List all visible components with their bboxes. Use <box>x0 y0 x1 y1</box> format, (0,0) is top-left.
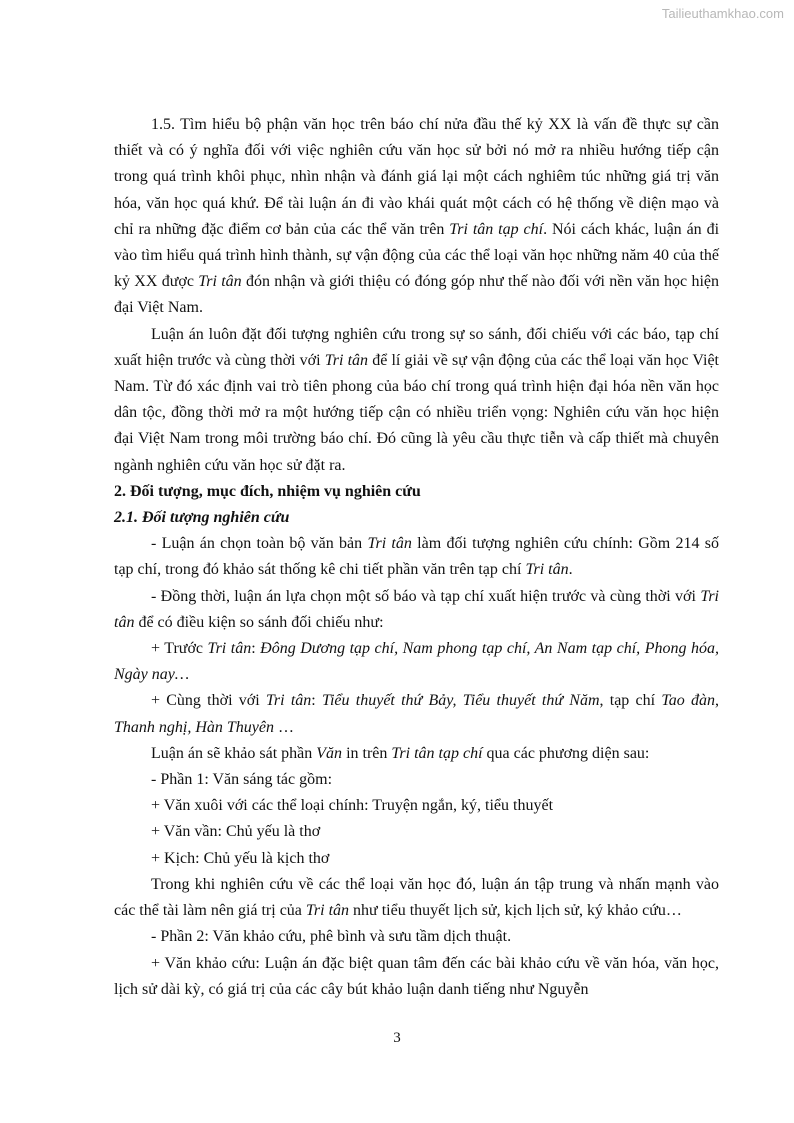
text-run: như tiểu thuyết lịch sử, kịch lịch sử, ký khảo cứu… <box>349 902 682 920</box>
paragraph <box>114 924 719 950</box>
text-run: - Đồng thời, luận án lựa chọn một số báo và tạp chí xuất hiện trước và cùng thời với <box>151 587 701 605</box>
text-run: + Trước <box>151 640 208 658</box>
italic-text: Tri tân <box>324 351 369 369</box>
paragraph <box>114 819 719 845</box>
italic-text: Tri tân tạp chí <box>449 220 544 238</box>
text-run: - Phần 2: Văn khảo cứu, phê bình và sưu tầm dịch thuật. <box>151 928 512 946</box>
text-run: để lí giải về sự vận động của các thể loại văn học Việt Nam. Từ đó xác định vai trò tiên phong của báo chí trong quá trình hiện đại hóa nền văn học dân tộc, đồng thời mở ra một hướng tiếp cận có nhiều triển vọng: Nghiên cứu văn học hiện đại Việt Nam trong môi trường báo chí. Đó cũng là yêu cầu thực tiễn và cấp thiết mà chuyên ngành nghiên cứu văn học sử đặt ra. <box>114 351 720 474</box>
paragraph <box>114 767 719 793</box>
text-run: Luận án luôn đặt đối tượng nghiên cứu trong sự so sánh, đối chiếu với các báo, tạp chí xuất hiện trước và cùng thời với <box>114 325 719 369</box>
paragraph <box>114 846 719 872</box>
text-run: . <box>568 561 573 579</box>
italic-text: Tri tân <box>207 640 252 658</box>
italic-text: Tri tân <box>114 587 719 631</box>
italic-text: Thanh nghị, Hàn Thuyên <box>114 718 274 736</box>
italic-text: Tri tân <box>265 692 312 710</box>
italic-text: Tri tân <box>525 561 569 579</box>
italic-text: Tri tân <box>305 902 350 920</box>
text-run: Trong khi nghiên cứu về các thể loại văn học đó, luận án tập trung và nhấn mạnh vào các thể tài làm nên giá trị của <box>114 875 719 920</box>
text-run: qua các phương diện sau: <box>482 744 650 762</box>
paragraph <box>114 636 719 688</box>
watermark: Tailieuthamkhao.com <box>661 6 784 21</box>
paragraph <box>114 112 719 322</box>
text-run: , tạp chí <box>599 692 662 710</box>
section-heading <box>114 479 719 505</box>
document-body <box>114 112 719 1003</box>
text-run: , <box>715 692 719 710</box>
paragraph <box>114 531 719 583</box>
text-run: + Văn khảo cứu: Luận án đặc biệt quan tâm đến các bài khảo cứu về văn hóa, văn học, lịch sử dài kỳ, có giá trị của các cây bút khảo luận danh tiếng như Nguyễn <box>114 954 719 998</box>
italic-text: Tao đàn <box>661 692 715 710</box>
text-run: . Nói cách khác, luận án đi vào tìm hiểu quá trình hình thành, sự vận động của các thể loại văn học những năm 40 của thế kỷ XX được <box>114 220 720 291</box>
text-run: Luận án sẽ khảo sát phần <box>151 744 317 762</box>
italic-text: Tri tân <box>198 273 242 291</box>
text-run: in trên <box>342 744 392 762</box>
text-run: 2. Đối tượng, mục đích, nhiệm vụ nghiên cứu <box>114 482 421 500</box>
text-run: + Văn vần: Chủ yếu là thơ <box>151 823 321 841</box>
text-run: + Văn xuôi với các thể loại chính: Truyện ngắn, ký, tiểu thuyết <box>151 797 554 815</box>
italic-text: Đông Dương tạp chí, Nam phong tạp chí, An Nam tạp chí, Phong hóa, Ngày nay… <box>114 640 719 684</box>
text-run: đón nhận và giới thiệu có đóng góp như thế nào đối với nền văn học hiện đại Việt Nam. <box>114 273 719 317</box>
text-run: + Kịch: Chủ yếu là kịch thơ <box>151 849 330 867</box>
paragraph <box>114 584 719 636</box>
text-run: để có điều kiện so sánh đối chiếu như: <box>134 613 384 631</box>
text-run: làm đối tượng nghiên cứu chính: Gồm 214 số tạp chí, trong đó khảo sát thống kê chi tiết phần văn trên tạp chí <box>114 535 720 579</box>
paragraph <box>114 872 719 924</box>
paragraph <box>114 688 719 740</box>
paragraph <box>114 951 719 1003</box>
text-run: + Cùng thời với <box>151 692 266 710</box>
subsection-heading <box>114 505 719 531</box>
italic-text: Tiểu thuyết thứ Bảy, Tiểu thuyết thứ Năm <box>321 692 600 710</box>
page-number: 3 <box>393 1030 401 1046</box>
text-run: … <box>274 718 294 736</box>
text-run: 1.5. Tìm hiểu bộ phận văn học trên báo chí nửa đầu thế kỷ XX là vấn đề thực sự cần thiết và có ý nghĩa đối với việc nghiên cứu văn học sử bởi nó mở ra nhiều hướng tiếp cận trong quá trình khôi phục, nhìn nhận và đánh giá lại một cách nghiêm túc những giá trị văn hóa, văn học quá khứ. Để tài luận án đi vào khái quát một cách có hệ thống về diện mạo và chỉ ra những đặc điểm cơ bản của các thể văn trên <box>114 116 719 238</box>
paragraph <box>114 793 719 819</box>
text-run: : <box>311 692 322 710</box>
text-run: : <box>251 640 261 658</box>
paragraph <box>114 322 719 479</box>
paragraph <box>114 741 719 767</box>
italic-text: Văn <box>316 744 343 762</box>
text-run: 2.1. Đối tượng nghiên cứu <box>114 509 290 527</box>
text-run: - Phần 1: Văn sáng tác gồm: <box>151 771 333 789</box>
italic-text: Tri tân <box>367 535 412 553</box>
italic-text: Tri tân tạp chí <box>391 744 483 762</box>
text-run: - Luận án chọn toàn bộ văn bản <box>151 535 368 553</box>
